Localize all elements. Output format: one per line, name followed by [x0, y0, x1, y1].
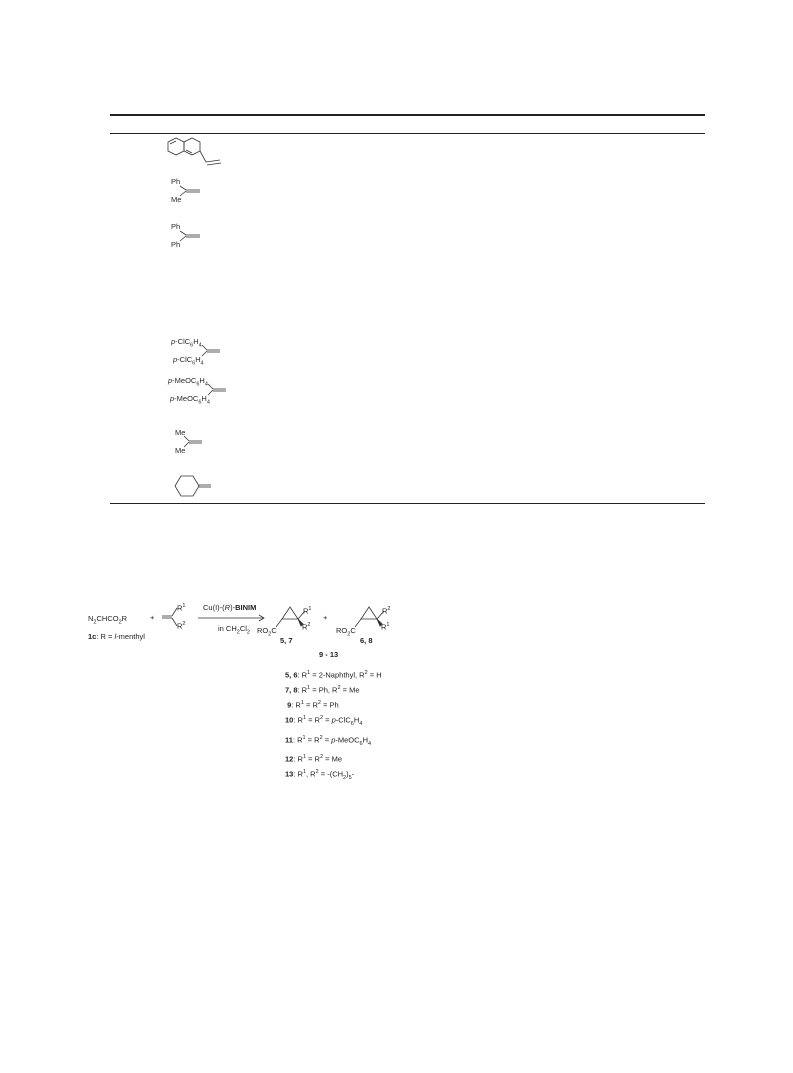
alkene-r1: $R^1$: [177, 603, 186, 613]
catalyst-label: Cu(I)-(R)-BINIM: [203, 603, 257, 612]
naphthyl-vinyl-structure: [160, 138, 230, 172]
substrate-5-top: $p-MeOC_6H_4$: [168, 376, 208, 388]
substrate-3-alkene-icon: [178, 229, 204, 243]
reaction-arrow-icon: [198, 614, 268, 622]
table-top-rule: [110, 114, 705, 116]
plus-sign-1: +: [150, 613, 155, 622]
product-1-r1: $R^1$: [303, 606, 312, 616]
diazo-reagent: $N_2CHCO_2R$: [88, 614, 128, 626]
substrate-2-bottom: Me: [171, 195, 182, 204]
legend-item: 13: $R^1$, $R^2 = -(CH_2)_5-$: [285, 769, 355, 781]
product-2-r1: $R^1$: [381, 622, 390, 632]
substrate-6-top: Me: [175, 428, 186, 437]
legend-item: 10: $R^1 = R^2 = p-ClC_6H_4$: [285, 715, 363, 727]
table-bottom-rule: [110, 503, 705, 504]
substrate-5-bottom: $p-MeOC_6H_4$: [170, 394, 210, 406]
substrate-2-top: Ph: [171, 177, 181, 186]
substrate-4-bottom: $p-ClC_6H_4$: [173, 355, 204, 367]
alkene-r2: $R^2$: [177, 621, 186, 631]
product-1-numbers: 5, 7: [280, 636, 293, 645]
solvent-label: in $CH_2Cl_2$: [218, 624, 250, 636]
legend-item: 12: $R^1 = R^2 = Me$: [285, 754, 342, 764]
ester-label: 1c: R = l-menthyl: [88, 632, 145, 641]
substrate-3-bottom: Ph: [171, 240, 181, 249]
legend-item: 7, 8: $R^1 = Ph$, $R^2 = Me$: [285, 685, 360, 695]
methylenecyclohexane-structure: [170, 474, 216, 500]
product-2-ester: $RO_2C$: [336, 626, 356, 638]
product-1-r2: $R^2$: [302, 622, 311, 632]
product-1-ester: $RO_2C$: [257, 626, 277, 638]
substrate-2-alkene-icon: [178, 184, 204, 198]
substrate-3-top: Ph: [171, 222, 181, 231]
compound-legend: [285, 667, 382, 786]
product-2-r2: $R^2$: [382, 606, 391, 616]
product-range: 9 - 13: [319, 650, 339, 659]
substrate-6-alkene-icon: [182, 435, 206, 449]
product-2-numbers: 6, 8: [360, 636, 373, 645]
substrate-6-bottom: Me: [175, 446, 186, 455]
substrate-4-top: $p-ClC_6H_4$: [171, 337, 202, 349]
legend-item: 9: $R^1 = R^2 = Ph$: [287, 700, 339, 710]
table-header-rule: [110, 133, 705, 134]
legend-item: 11: $R^1 = R^2$ = $p-MeOC_6H_4$: [285, 734, 372, 747]
legend-item: 5, 6: $R^1$ = 2-Naphthyl, $R^2 = H$: [285, 670, 382, 680]
plus-sign-2: +: [323, 613, 328, 622]
